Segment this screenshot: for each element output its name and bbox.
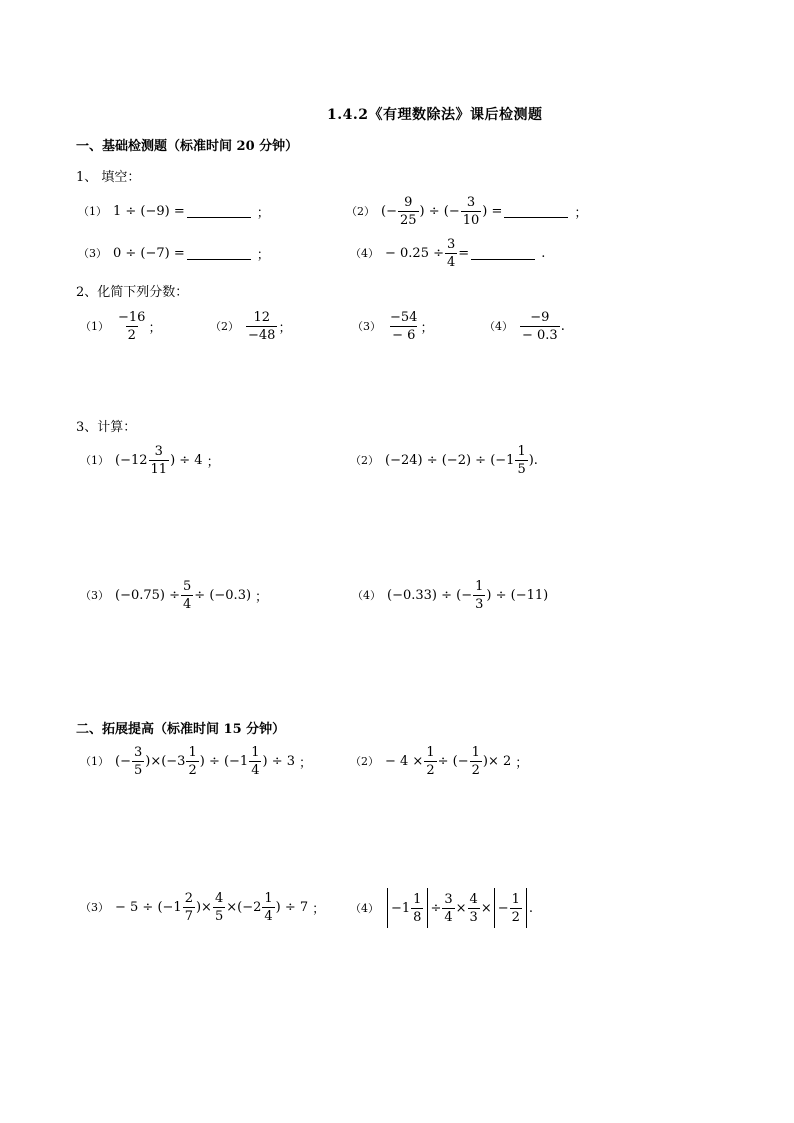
expression: (−0.75) ÷ [115, 587, 181, 603]
s2-item-2 [350, 742, 528, 780]
operator: × [480, 900, 492, 916]
expression: (−0.33) ÷ (− [387, 587, 473, 603]
expression: )×(−3 [145, 753, 186, 769]
answer-blank[interactable] [187, 247, 251, 260]
punctuation: ； [255, 589, 269, 605]
expression: − 5 ÷ (−1 [115, 899, 182, 915]
expression: ÷ (−0.3) [194, 587, 252, 603]
fraction: $\frac{1}{2}$ [426, 744, 435, 778]
q2-item-1 [80, 307, 161, 345]
item-number: （1） [80, 755, 109, 768]
page-title: 1.4.2《有理数除法》课后检测题 [327, 107, 543, 123]
punctuation: ； [256, 205, 270, 221]
fraction: $\frac{1}{4}$ [264, 890, 273, 924]
s2-item-4 [350, 888, 533, 928]
operator: × [455, 900, 467, 916]
expression: 1 ÷ (−9) = [113, 203, 185, 219]
item-number: （3） [352, 320, 381, 333]
fraction: $\frac{3}{10}$ [462, 194, 480, 228]
item-number: （4） [484, 320, 513, 333]
q3-item-2 [350, 441, 538, 479]
item-number: （1） [78, 205, 107, 218]
operator: ) ÷ (− [419, 203, 460, 219]
expression: (− [115, 753, 131, 769]
expression: ) ÷ (−11) [486, 587, 549, 603]
expression: ) ÷ 4 [170, 452, 203, 468]
fraction: $\frac{3}{4}$ [444, 891, 453, 925]
operator: ÷ [430, 900, 442, 916]
fraction: $\frac{3}{11}$ [150, 443, 168, 477]
operator: ) = [482, 203, 503, 219]
expression: ) [528, 452, 534, 468]
item-number: （2） [350, 755, 379, 768]
item-number: （1） [80, 320, 109, 333]
expression: − 0.25 ÷ [385, 245, 444, 261]
fraction: $\frac{1}{4}$ [251, 744, 260, 778]
item-number: （3） [78, 247, 107, 260]
fraction: $\frac{1}{5}$ [517, 443, 526, 477]
answer-blank[interactable] [504, 205, 568, 218]
fraction: $\frac{3}{4}$ [447, 236, 456, 270]
fraction: $\frac{-9}{- 0.3}$ [522, 309, 558, 343]
section-1-heading: 一、基础检测题（标准时间 20 分钟） [76, 139, 299, 154]
q1-item-4 [350, 234, 545, 272]
punctuation: . [533, 452, 538, 468]
q2-item-4 [484, 307, 565, 345]
punctuation: ； [206, 454, 220, 470]
expression: (−24) ÷ (−2) ÷ (−1 [385, 452, 515, 468]
q1-item-1 [78, 198, 270, 224]
item-number: （3） [80, 589, 109, 602]
fraction: $\frac{1}{3}$ [475, 578, 484, 612]
punctuation: ； [515, 755, 529, 771]
expression: ) ÷ 7 [275, 899, 309, 915]
q3-item-3 [80, 576, 268, 614]
punctuation: ； [420, 320, 434, 336]
fraction: $\frac{1}{8}$ [413, 891, 422, 925]
expression: ÷ (− [437, 753, 469, 769]
expression: −1 [391, 900, 411, 916]
item-number: （4） [352, 589, 381, 602]
fraction: $\frac{-54}{- 6}$ [390, 309, 418, 343]
fraction: $\frac{9}{25}$ [399, 194, 417, 228]
fraction: $\frac{4}{3}$ [469, 891, 478, 925]
fraction: $\frac{1}{2}$ [188, 744, 197, 778]
answer-blank[interactable] [471, 247, 535, 260]
item-number: （3） [80, 901, 109, 914]
paren: (− [381, 203, 397, 219]
expression: − [497, 900, 509, 916]
item-number: （4） [350, 902, 379, 915]
s2-item-3 [80, 888, 325, 926]
absolute-value [387, 888, 428, 928]
item-number: （2） [350, 454, 379, 467]
punctuation: ； [574, 205, 588, 221]
q2-label: 2、化简下列分数： [76, 285, 189, 300]
fraction: $\frac{5}{4}$ [183, 578, 192, 612]
fraction: $\frac{2}{7}$ [184, 890, 193, 924]
fraction: $\frac{1}{2}$ [471, 744, 480, 778]
expression: ×(−2 [226, 899, 262, 915]
operator: = [458, 245, 470, 261]
q2-item-2 [210, 307, 291, 345]
fraction: $\frac{4}{5}$ [214, 890, 224, 924]
q1-item-2 [346, 192, 587, 230]
expression: )× 2 [482, 753, 512, 769]
punctuation: ； [278, 320, 292, 336]
expression: (−12 [115, 452, 148, 468]
expression: ) ÷ (−1 [199, 753, 249, 769]
punctuation: ； [148, 320, 162, 336]
q3-item-1 [80, 441, 220, 479]
item-number: （2） [210, 320, 239, 333]
punctuation: ； [256, 247, 270, 263]
expression: )× [195, 899, 212, 915]
fraction: $\frac{-16}{2}$ [118, 309, 146, 343]
q1-label: 1、 填空： [76, 170, 141, 185]
q3-label: 3、计算： [76, 420, 137, 435]
punctuation: . [560, 318, 565, 334]
punctuation: . [528, 900, 534, 916]
item-number: （4） [350, 247, 379, 260]
fraction: $\frac{12}{-48}$ [248, 309, 276, 343]
fraction: $\frac{1}{2}$ [511, 891, 520, 925]
punctuation: ； [312, 901, 326, 917]
q2-item-3 [352, 307, 433, 345]
punctuation: ； [298, 755, 312, 771]
item-number: （2） [346, 205, 375, 218]
expression: ) ÷ 3 [262, 753, 295, 769]
s2-item-1 [80, 742, 312, 780]
item-number: （1） [80, 454, 109, 467]
section-2-heading: 二、拓展提高（标准时间 15 分钟） [76, 722, 286, 737]
expression: 0 ÷ (−7) = [113, 245, 185, 261]
expression: − 4 × [385, 753, 424, 769]
answer-blank[interactable] [187, 205, 251, 218]
absolute-value [494, 888, 527, 928]
q1-item-3 [78, 240, 270, 266]
punctuation: . [541, 245, 546, 261]
fraction: $\frac{3}{5}$ [133, 744, 143, 778]
q3-item-4 [352, 576, 548, 614]
